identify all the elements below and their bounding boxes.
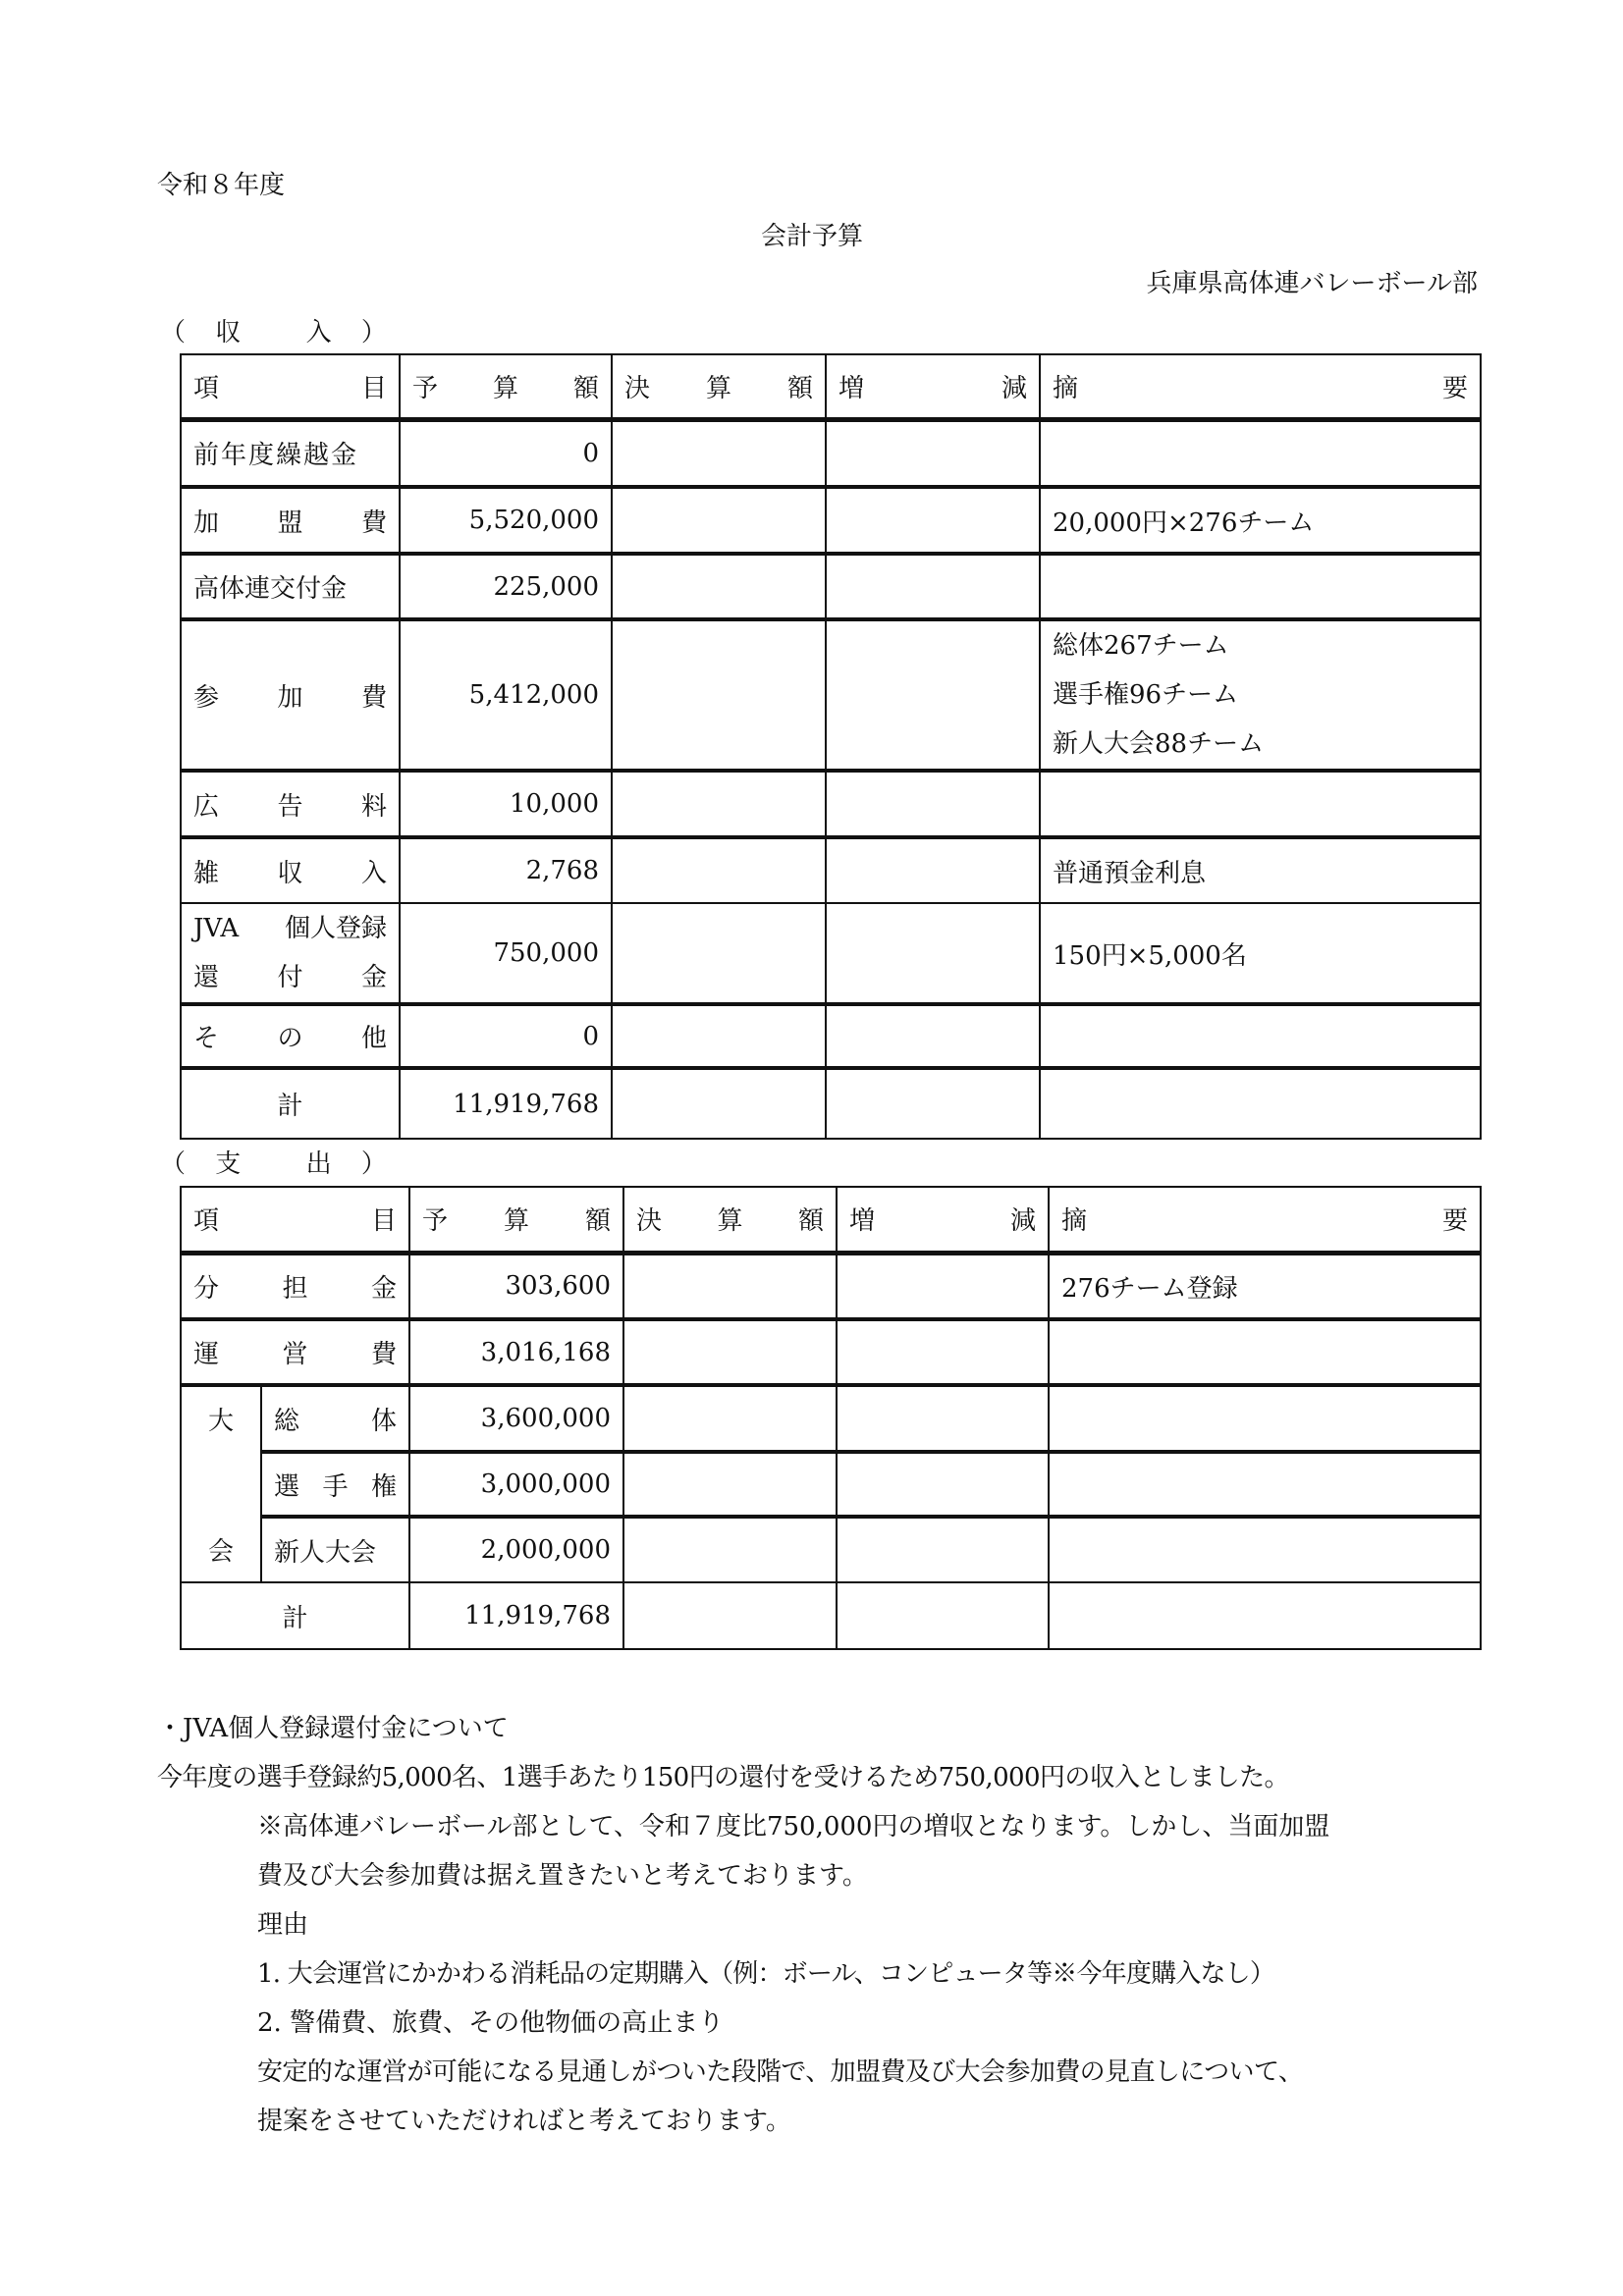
memo-cell: 20,000円×276チーム [1040, 487, 1481, 554]
memo-cell [1049, 1452, 1481, 1517]
settlement-cell [612, 1004, 826, 1068]
document-title: 会計予算 [761, 222, 864, 251]
item-cell: そ の 他 [181, 1004, 400, 1068]
change-cell [837, 1517, 1049, 1582]
label-char: 出 [305, 1149, 332, 1179]
fiscal-year: 令和８年度 [157, 171, 286, 200]
settlement-cell [612, 554, 826, 619]
expenditure-total-row [181, 1582, 1481, 1649]
col-memo: 摘 要 [1049, 1187, 1481, 1253]
budget-cell: 3,000,000 [409, 1452, 623, 1517]
settlement-cell [612, 837, 826, 903]
item-cell: 高体連交付金 [181, 554, 400, 619]
memo-cell: 総体267チーム 選手権96チーム 新人大会88チーム [1040, 619, 1481, 771]
label-char: 支 [215, 1149, 242, 1179]
item-cell: 選 手 権 [261, 1452, 409, 1517]
paren-close: ） [360, 1149, 387, 1179]
label-char: 入 [305, 318, 332, 347]
closing-line-2: 提案をさせていただければと考えております。 [257, 2107, 791, 2136]
change-cell [837, 1319, 1049, 1385]
income-table [180, 353, 1482, 1140]
settlement-cell [623, 1319, 837, 1385]
memo-cell [1040, 1068, 1481, 1139]
memo-cell [1049, 1385, 1481, 1452]
change-cell [826, 903, 1040, 1004]
col-item: 項 目 [181, 1187, 409, 1253]
settlement-cell [612, 487, 826, 554]
notes-line: 今年度の選手登録約5,000名、1選手あたり150円の還付を受けるため750,000円の収入としました。 [157, 1763, 1289, 1792]
label-char: 収 [215, 318, 242, 347]
memo-cell [1049, 1517, 1481, 1582]
notes-remark-line2: 費及び大会参加費は据え置きたいと考えております。 [257, 1861, 868, 1891]
item-cell: 分 担 金 [181, 1253, 409, 1319]
income-row [181, 619, 1481, 771]
settlement-cell [623, 1582, 837, 1649]
memo-cell [1049, 1319, 1481, 1385]
col-change: 増 減 [826, 354, 1040, 419]
budget-cell: 303,600 [409, 1253, 623, 1319]
budget-cell: 5,412,000 [400, 619, 612, 771]
total-label: 計 [181, 1068, 400, 1139]
expenditure-row [181, 1452, 1481, 1517]
item-cell: 雑 収 入 [181, 837, 400, 903]
settlement-cell [623, 1517, 837, 1582]
total-budget: 11,919,768 [400, 1068, 612, 1139]
income-row [181, 419, 1481, 487]
change-cell [837, 1385, 1049, 1452]
income-row [181, 1004, 1481, 1068]
budget-cell: 2,000,000 [409, 1517, 623, 1582]
col-settlement: 決 算 額 [612, 354, 826, 419]
settlement-cell [612, 903, 826, 1004]
budget-cell: 3,600,000 [409, 1385, 623, 1452]
budget-cell: 2,768 [400, 837, 612, 903]
budget-cell: 3,016,168 [409, 1319, 623, 1385]
settlement-cell [612, 1068, 826, 1139]
item-cell: 前年度繰越金 [181, 419, 400, 487]
group-label-top: 大 [207, 1407, 234, 1436]
group-label-bottom: 会 [207, 1537, 234, 1567]
settlement-cell [623, 1385, 837, 1452]
budget-cell: 0 [400, 419, 612, 487]
col-item: 項 目 [181, 354, 400, 419]
expenditure-header-row [181, 1187, 1481, 1253]
item-cell: 参 加 費 [181, 619, 400, 771]
expenditure-row [181, 1385, 1481, 1452]
income-total-row [181, 1068, 1481, 1139]
memo-cell [1049, 1582, 1481, 1649]
item-cell: 加 盟 費 [181, 487, 400, 554]
change-cell [826, 619, 1040, 771]
memo-cell [1040, 1004, 1481, 1068]
notes-heading: ・JVA個人登録還付金について [157, 1714, 509, 1743]
total-budget: 11,919,768 [409, 1582, 623, 1649]
change-cell [826, 419, 1040, 487]
expenditure-row [181, 1253, 1481, 1319]
memo-cell [1040, 554, 1481, 619]
settlement-cell [623, 1452, 837, 1517]
change-cell [826, 1004, 1040, 1068]
total-label: 計 [181, 1582, 409, 1649]
paren-open: （ [160, 1149, 187, 1179]
change-cell [826, 837, 1040, 903]
change-cell [837, 1253, 1049, 1319]
budget-cell: 225,000 [400, 554, 612, 619]
income-row [181, 771, 1481, 837]
reason-item-2: 2. 警備費、旅費、その他物価の高止まり [257, 2008, 725, 2038]
col-budget: 予 算 額 [400, 354, 612, 419]
expenditure-row [181, 1319, 1481, 1385]
col-budget: 予 算 額 [409, 1187, 623, 1253]
memo-cell [1040, 419, 1481, 487]
budget-cell: 5,520,000 [400, 487, 612, 554]
reason-label: 理由 [257, 1910, 309, 1940]
income-row [181, 837, 1481, 903]
col-memo: 摘 要 [1040, 354, 1481, 419]
item-cell: 運 営 費 [181, 1319, 409, 1385]
expenditure-section-label [160, 1144, 387, 1180]
memo-cell: 普通預金利息 [1040, 837, 1481, 903]
item-cell: 広 告 料 [181, 771, 400, 837]
memo-cell [1040, 771, 1481, 837]
organization-name: 兵庫県高体連バレーボール部 [1146, 269, 1478, 298]
memo-cell: 150円×5,000名 [1040, 903, 1481, 1004]
change-cell [826, 487, 1040, 554]
reason-item-1: 1. 大会運営にかかわる消耗品の定期購入（例：ボール、コンピュータ等※今年度購入なし） [257, 1959, 1275, 1989]
closing-line-1: 安定的な運営が可能になる見通しがついた段階で、加盟費及び大会参加費の見直しについて、 [257, 2057, 1304, 2087]
settlement-cell [612, 771, 826, 837]
tournament-group-cell [181, 1385, 261, 1582]
paren-close: ） [360, 318, 387, 347]
settlement-cell [612, 619, 826, 771]
settlement-cell [612, 419, 826, 487]
item-cell: 総 体 [261, 1385, 409, 1452]
expenditure-row [181, 1517, 1481, 1582]
settlement-cell [623, 1253, 837, 1319]
income-row [181, 554, 1481, 619]
paren-open: （ [160, 318, 187, 347]
item-cell: JVA 個人登録 還 付 金 [181, 903, 400, 1004]
expenditure-table [180, 1186, 1482, 1650]
item-cell: 新人大会 [261, 1517, 409, 1582]
budget-cell: 0 [400, 1004, 612, 1068]
notes-remark-line1: ※高体連バレーボール部として、令和７度比750,000円の増収となります。しかし、当面加盟 [257, 1812, 1330, 1842]
col-change: 増 減 [837, 1187, 1049, 1253]
col-settlement: 決 算 額 [623, 1187, 837, 1253]
change-cell [837, 1452, 1049, 1517]
change-cell [837, 1582, 1049, 1649]
change-cell [826, 554, 1040, 619]
budget-cell: 10,000 [400, 771, 612, 837]
change-cell [826, 1068, 1040, 1139]
change-cell [826, 771, 1040, 837]
memo-cell: 276チーム登録 [1049, 1253, 1481, 1319]
income-section-label [160, 312, 387, 348]
income-header-row [181, 354, 1481, 419]
income-row [181, 487, 1481, 554]
budget-cell: 750,000 [400, 903, 612, 1004]
income-row [181, 903, 1481, 1004]
